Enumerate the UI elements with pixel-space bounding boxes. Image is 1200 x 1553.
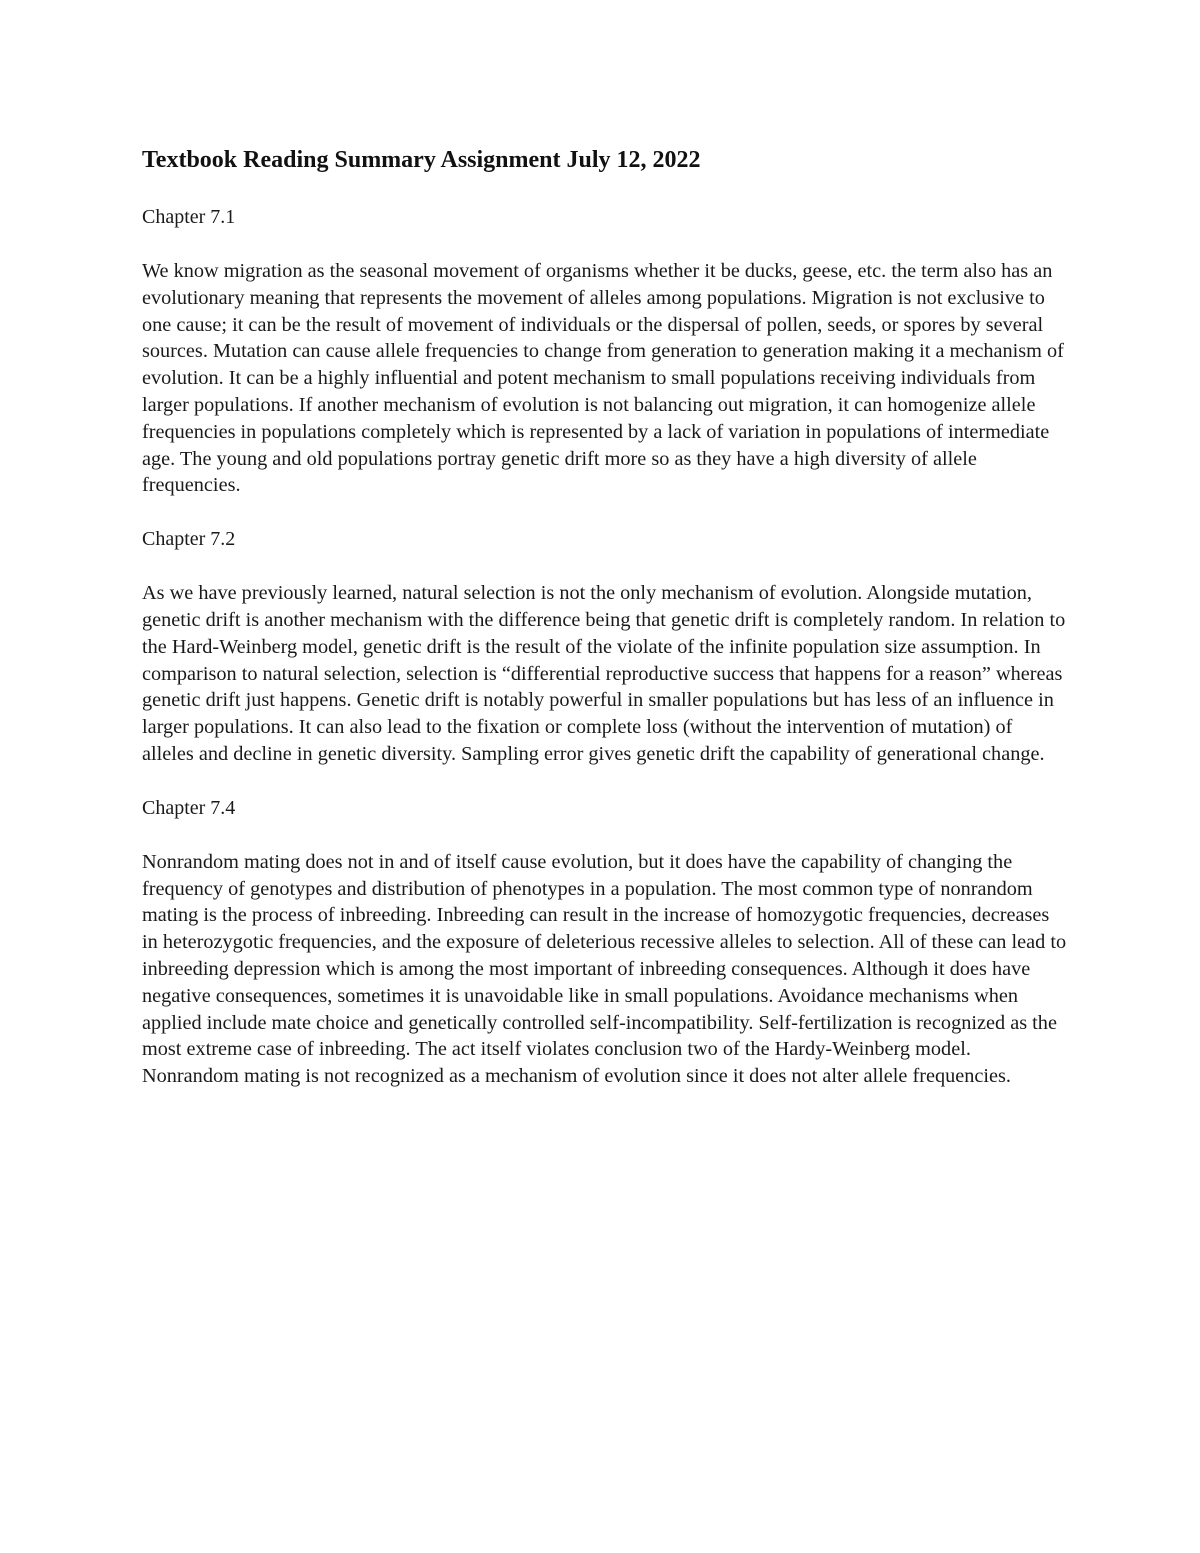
chapter-body: As we have previously learned, natural selection is not the only mechanism of evolution. Alongside mutation, genetic drift is another mechanism with the difference being that genetic drift is completely random. In relation to the Hard-Weinberg model, genetic drift is the result of the violate of the infinite population size assumption. In comparison to natural selection, selection is “differential reproductive success that happens for a reason” whereas genetic drift just happens. Genetic drift is notably powerful in smaller populations but has less of an influence in larger populations. It can also lead to the fixation or complete loss (without the intervention of mutation) of alleles and decline in genetic diversity. Sampling error gives genetic drift the capability of generational change.	[142, 582, 1066, 765]
document-title: Textbook Reading Summary Assignment July 12, 2022	[142, 147, 701, 173]
section-chapter-7-4	[142, 795, 1067, 1090]
section-chapter-7-1	[142, 204, 1067, 499]
chapter-body: We know migration as the seasonal movement of organisms whether it be ducks, geese, etc. the term also has an evolutionary meaning that represents the movement of alleles among populations. Migration is not exclusive to one cause; it can be the result of movement of individuals or the dispersal of pollen, seeds, or spores by several sources. Mutation can cause allele frequencies to change from generation to generation making it a mechanism of evolution. It can be a highly influential and potent mechanism to small populations receiving individuals from larger populations. If another mechanism of evolution is not balancing out migration, it can homogenize allele frequencies in populations completely which is represented by a lack of variation in populations of intermediate age. The young and old populations portray genetic drift more so as they have a high diversity of allele frequencies.	[142, 260, 1064, 497]
chapter-heading: Chapter 7.1	[142, 206, 236, 228]
chapter-heading: Chapter 7.2	[142, 528, 236, 551]
section-chapter-7-2	[142, 526, 1067, 768]
chapter-heading: Chapter 7.4	[142, 796, 236, 819]
document-content	[142, 146, 1067, 1090]
chapter-body: Nonrandom mating does not in and of itself cause evolution, but it does have the capability of changing the frequency of genotypes and distribution of phenotypes in a population. The most common type of nonrandom mating is the process of inbreeding. Inbreeding can result in the increase of homozygotic frequencies, decreases in heterozygotic frequencies, and the exposure of deleterious recessive alleles to selection. All of these can lead to inbreeding depression which is among the most important of inbreeding consequences. Although it does have negative consequences, sometimes it is unavoidable like in small populations. Avoidance mechanisms when applied include mate choice and genetically controlled self-incompatibility. Self-fertilization is recognized as the most extreme case of inbreeding. The act itself violates conclusion two of the Hardy-Weinberg model. Nonrandom mating is not recognized as a mechanism of evolution since it does not alter allele frequencies.	[142, 850, 1067, 1088]
